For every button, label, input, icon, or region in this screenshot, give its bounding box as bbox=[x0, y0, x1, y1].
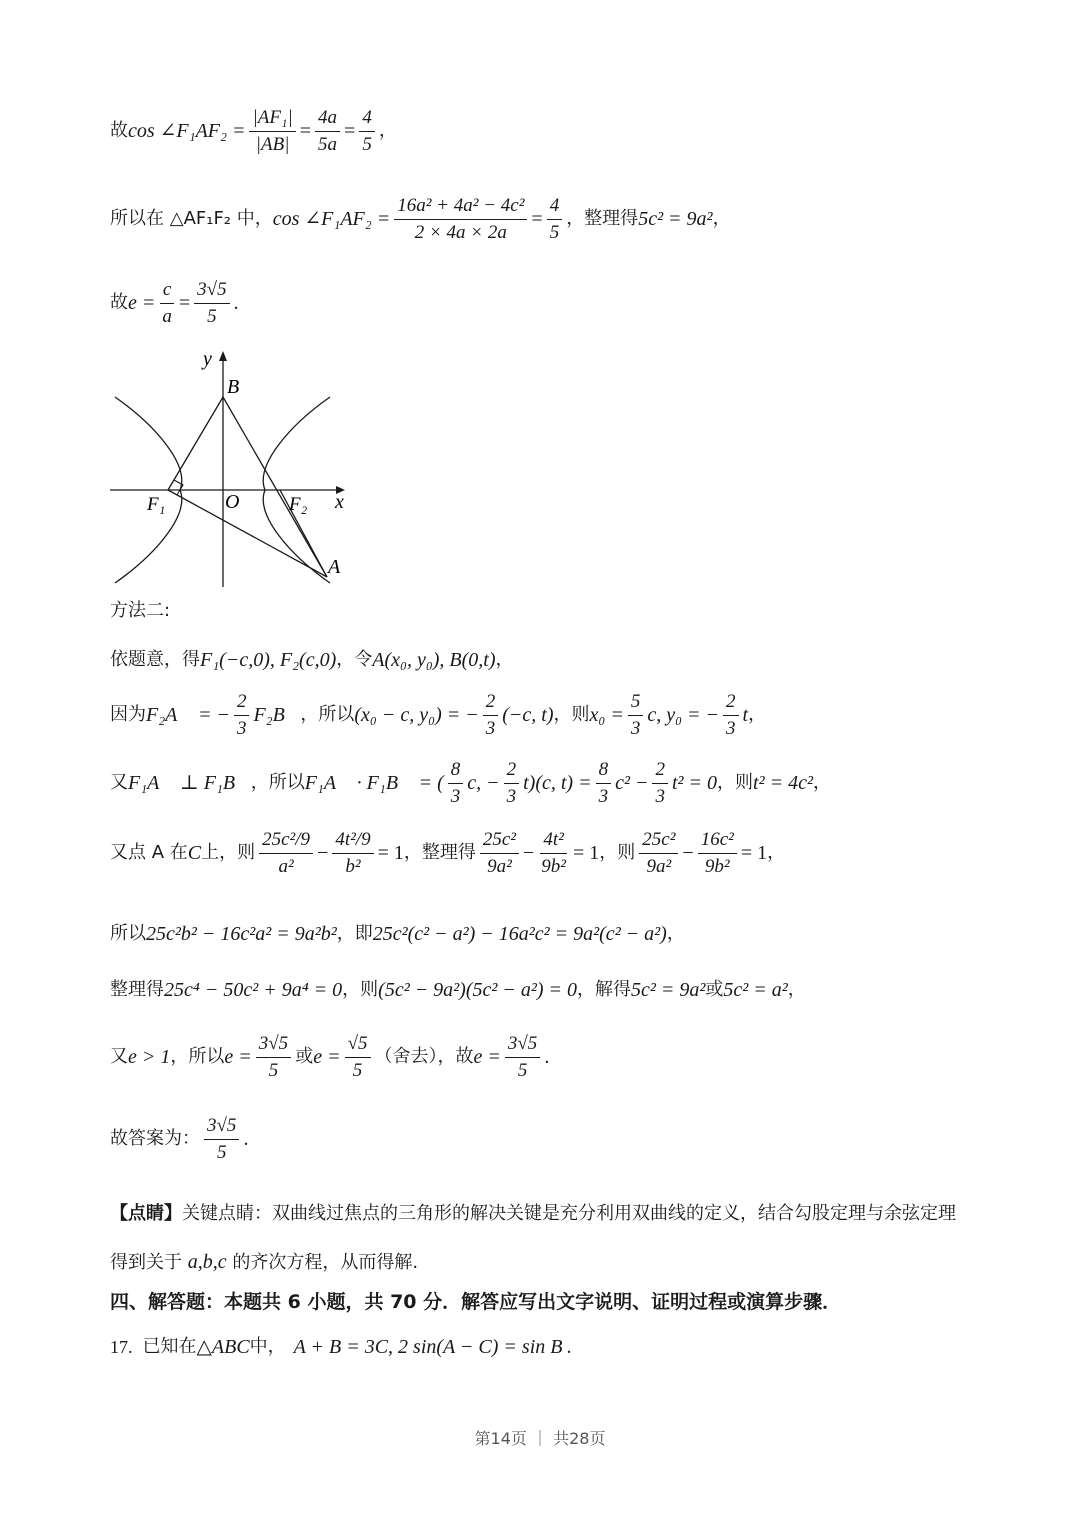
math: t² = 4c² bbox=[753, 772, 813, 795]
segment-BA bbox=[223, 397, 327, 577]
numerator: c bbox=[160, 280, 174, 304]
math: = 1 bbox=[740, 842, 768, 865]
line-eccentricity bbox=[110, 280, 239, 327]
line-solve bbox=[110, 980, 806, 1000]
denominator: 3 bbox=[598, 785, 609, 807]
text: ，则 bbox=[717, 772, 754, 794]
denominator: 5 bbox=[549, 221, 560, 243]
text: ， bbox=[748, 704, 767, 726]
math: − bbox=[523, 842, 535, 865]
equals: = bbox=[531, 208, 543, 231]
fraction bbox=[596, 760, 612, 807]
text: ， bbox=[666, 923, 685, 944]
line-answer bbox=[110, 1116, 248, 1163]
fraction bbox=[159, 280, 175, 327]
denominator: 3 bbox=[236, 717, 247, 739]
label-y: y bbox=[203, 348, 212, 370]
line-vector-relation bbox=[110, 692, 766, 739]
math: F₁(−c,0), F₂(c,0) bbox=[200, 649, 337, 671]
fraction bbox=[547, 196, 563, 243]
key-insight-paragraph bbox=[110, 1190, 980, 1287]
page-footer: 第14页 ｜ 共28页 bbox=[474, 1429, 606, 1448]
denominator: a² bbox=[278, 855, 294, 877]
math: △ABC bbox=[196, 1336, 250, 1358]
fraction bbox=[723, 692, 739, 739]
text: ，则 bbox=[553, 704, 590, 726]
math: t² = 0 bbox=[671, 772, 718, 795]
denominator: 5a bbox=[318, 133, 338, 155]
section-heading: 四、解答题：本题共 6 小题，共 70 分．解答应写出文字说明、证明过程或演算步骤． bbox=[110, 1291, 842, 1313]
denominator: 5 bbox=[517, 1059, 528, 1081]
math: e = bbox=[473, 1046, 501, 1069]
label-B: B bbox=[227, 376, 240, 398]
fraction bbox=[194, 280, 229, 327]
equals: = bbox=[344, 120, 356, 143]
numerator: 25c²/9 bbox=[259, 830, 313, 854]
math: cos ∠F₁AF₂ = bbox=[272, 208, 391, 231]
denominator: 3 bbox=[655, 785, 665, 807]
fraction bbox=[504, 760, 520, 807]
numerator: 4a bbox=[315, 108, 340, 132]
text: 中， bbox=[249, 1336, 286, 1357]
text: 或 bbox=[295, 1046, 314, 1068]
y-axis-arrow bbox=[219, 351, 227, 361]
fraction bbox=[394, 196, 527, 243]
math: F₁A⃗ · F₁B⃗ = ( bbox=[304, 772, 444, 795]
line-point-on-curve bbox=[110, 830, 785, 877]
numerator: 2 bbox=[652, 760, 668, 784]
fraction bbox=[345, 1034, 371, 1081]
hyperbola-figure bbox=[105, 345, 365, 595]
problem-17 bbox=[110, 1337, 571, 1357]
numerator: 2 bbox=[504, 760, 520, 784]
denominator: 5 bbox=[268, 1059, 279, 1081]
text: . bbox=[243, 1128, 249, 1151]
text: ， bbox=[787, 979, 806, 1000]
math: t)(c, t) = bbox=[523, 772, 592, 795]
denominator: 9b² bbox=[704, 855, 730, 877]
fraction bbox=[480, 830, 519, 877]
label-F1: F₁ bbox=[147, 494, 166, 515]
denominator: 3 bbox=[630, 717, 641, 739]
fraction bbox=[259, 830, 313, 877]
fraction bbox=[359, 108, 375, 155]
text: ， bbox=[495, 649, 514, 670]
text: ，所以 bbox=[250, 772, 305, 794]
denominator: 5 bbox=[216, 1141, 227, 1163]
denominator: 3 bbox=[450, 785, 461, 807]
math: C bbox=[187, 842, 202, 865]
text: 的齐次方程，从而得解. bbox=[232, 1252, 419, 1273]
text: . bbox=[544, 1046, 550, 1069]
text: 又 bbox=[110, 772, 128, 794]
denominator: |AB| bbox=[255, 133, 290, 155]
denominator: 5 bbox=[207, 305, 217, 327]
text: 故 bbox=[110, 120, 128, 142]
text: 上，则 bbox=[201, 842, 256, 864]
math: = 1 bbox=[572, 842, 600, 865]
method-two-heading bbox=[110, 602, 170, 620]
numerator: 25c² bbox=[639, 830, 678, 854]
math: cos ∠F₁AF₂ = bbox=[128, 120, 246, 143]
line-conclusion bbox=[110, 1034, 549, 1081]
text: ，则 bbox=[342, 979, 379, 1000]
text: 所以在 △AF₁F₂ 中， bbox=[110, 208, 273, 230]
numerator: 16a² + 4a² − 4c² bbox=[394, 196, 527, 220]
text: 得到关于 bbox=[110, 1252, 182, 1273]
math: − bbox=[317, 842, 329, 865]
fraction bbox=[315, 108, 340, 155]
numerator: |AF₁| bbox=[249, 108, 295, 132]
text: ，即 bbox=[336, 923, 373, 944]
math: x₀ = bbox=[589, 704, 624, 727]
text: 故答案为： bbox=[110, 1128, 200, 1150]
numerator: 4 bbox=[359, 108, 375, 132]
math: A + B = 3C, 2 sin(A − C) = sin B bbox=[293, 1336, 563, 1358]
numerator: 4 bbox=[547, 196, 563, 220]
fraction bbox=[256, 1034, 291, 1081]
numerator: 2 bbox=[723, 692, 739, 716]
text: ， bbox=[378, 120, 397, 142]
numerator: 5 bbox=[628, 692, 644, 716]
text: ，则 bbox=[599, 842, 636, 864]
numerator: 3√5 bbox=[204, 1116, 239, 1140]
denominator: 5 bbox=[352, 1059, 363, 1081]
math: (−c, t) bbox=[502, 704, 554, 727]
math: F₂B⃗ bbox=[253, 704, 301, 727]
text: ，解得 bbox=[577, 979, 632, 1000]
math: e = bbox=[128, 292, 156, 315]
text: ， bbox=[812, 772, 831, 794]
text: ， bbox=[712, 208, 731, 230]
segment-F1B bbox=[168, 397, 223, 490]
math: 25c²(c² − a²) − 16a²c² = 9a²(c² − a²) bbox=[372, 923, 667, 945]
math: 25c²b² − 16c²a² = 9a²b² bbox=[146, 923, 337, 945]
text: 方法二: bbox=[110, 600, 171, 621]
fraction bbox=[538, 830, 569, 877]
label-A: A bbox=[328, 556, 341, 578]
math: e > 1 bbox=[128, 1046, 171, 1069]
key-insight-line-1 bbox=[110, 1190, 980, 1238]
numerator: 4t²/9 bbox=[332, 830, 373, 854]
denominator: 3 bbox=[506, 785, 517, 807]
numerator: 2 bbox=[234, 692, 250, 716]
text: ，整理得 bbox=[403, 842, 476, 864]
denominator: 2 × 4a × 2a bbox=[414, 221, 507, 243]
math: A(x₀, y₀), B(0,t) bbox=[372, 649, 496, 671]
math: e = bbox=[224, 1046, 252, 1069]
text: 又 bbox=[110, 1046, 128, 1068]
text: 已知在 bbox=[142, 1336, 197, 1357]
text: ，所以 bbox=[300, 704, 355, 726]
text: 又点 A 在 bbox=[110, 842, 188, 864]
fraction bbox=[448, 760, 464, 807]
math: (x₀ − c, y₀) = − bbox=[354, 704, 479, 727]
math: F₁A⃗ ⊥ F₁B⃗ bbox=[128, 772, 251, 795]
math: (5c² − 9a²)(5c² − a²) = 0 bbox=[378, 979, 578, 1001]
denominator: 5 bbox=[362, 133, 372, 155]
line-setup bbox=[110, 650, 514, 670]
numerator: 16c² bbox=[698, 830, 737, 854]
fraction bbox=[483, 692, 499, 739]
key-insight-label: 【点睛】 bbox=[110, 1203, 182, 1224]
line-cosine-law bbox=[110, 196, 731, 243]
fraction bbox=[652, 760, 668, 807]
denominator: 9a² bbox=[487, 855, 512, 877]
fraction bbox=[698, 830, 737, 877]
text: . bbox=[566, 1336, 572, 1358]
fraction bbox=[628, 692, 644, 739]
text: 整理得 bbox=[110, 979, 164, 1000]
denominator: b² bbox=[345, 855, 361, 877]
line-expand bbox=[110, 924, 685, 944]
numerator: 2 bbox=[483, 692, 499, 716]
text: 因为 bbox=[110, 704, 146, 726]
math: = 1 bbox=[377, 842, 404, 865]
line-cos-angle bbox=[110, 108, 397, 155]
denominator: 9b² bbox=[541, 855, 566, 877]
numerator: 3√5 bbox=[194, 280, 229, 304]
math: c² − bbox=[615, 772, 649, 795]
text: 故 bbox=[110, 292, 128, 314]
math: a,b,c bbox=[187, 1251, 227, 1273]
numerator: 3√5 bbox=[256, 1034, 291, 1058]
text: ，令 bbox=[336, 649, 373, 670]
denominator: 3 bbox=[726, 717, 736, 739]
math: c, − bbox=[467, 772, 500, 795]
math: c, y₀ = − bbox=[647, 704, 720, 727]
label-O: O bbox=[225, 491, 240, 513]
math: F₂A⃗ = − bbox=[146, 704, 230, 727]
numerator: 8 bbox=[448, 760, 464, 784]
math: e = bbox=[313, 1046, 341, 1069]
denominator: a bbox=[162, 305, 172, 327]
text: . bbox=[233, 292, 239, 315]
text: ，所以 bbox=[170, 1046, 225, 1068]
key-insight-line-2 bbox=[110, 1238, 980, 1287]
text: 或 bbox=[705, 979, 724, 1000]
text: ，整理得 bbox=[566, 208, 639, 230]
equals: = bbox=[178, 292, 191, 315]
math: − bbox=[682, 842, 694, 865]
line-perpendicular bbox=[110, 760, 831, 807]
math: 5c² = a² bbox=[723, 979, 788, 1001]
fraction bbox=[234, 692, 250, 739]
label-F2: F₂ bbox=[289, 494, 308, 515]
fraction bbox=[332, 830, 373, 877]
denominator: 9a² bbox=[646, 855, 672, 877]
numerator: 4t² bbox=[540, 830, 566, 854]
fraction bbox=[204, 1116, 239, 1163]
numerator: 3√5 bbox=[505, 1034, 540, 1058]
equals: = bbox=[299, 120, 312, 143]
numerator: 8 bbox=[596, 760, 612, 784]
fraction bbox=[249, 108, 295, 155]
numerator: 25c² bbox=[480, 830, 519, 854]
text: （舍去），故 bbox=[374, 1046, 474, 1068]
text: ， bbox=[767, 842, 786, 864]
key-insight-text: 关键点睛：双曲线过焦点的三角形的解决关键是充分利用双曲线的定义，结合勾股定理与余弦定理 bbox=[182, 1203, 956, 1224]
text: 依题意，得 bbox=[110, 649, 200, 670]
problem-number: 17. bbox=[110, 1337, 133, 1357]
denominator: 3 bbox=[485, 717, 496, 739]
label-x: x bbox=[335, 491, 344, 513]
math: 5c² = 9a² bbox=[631, 979, 706, 1001]
math: 5c² = 9a² bbox=[638, 208, 713, 231]
text: 所以 bbox=[110, 923, 146, 944]
math: 25c⁴ − 50c² + 9a⁴ = 0 bbox=[164, 979, 343, 1001]
fraction bbox=[505, 1034, 540, 1081]
fraction bbox=[639, 830, 678, 877]
math: t bbox=[742, 704, 749, 727]
numerator: √5 bbox=[345, 1034, 371, 1058]
